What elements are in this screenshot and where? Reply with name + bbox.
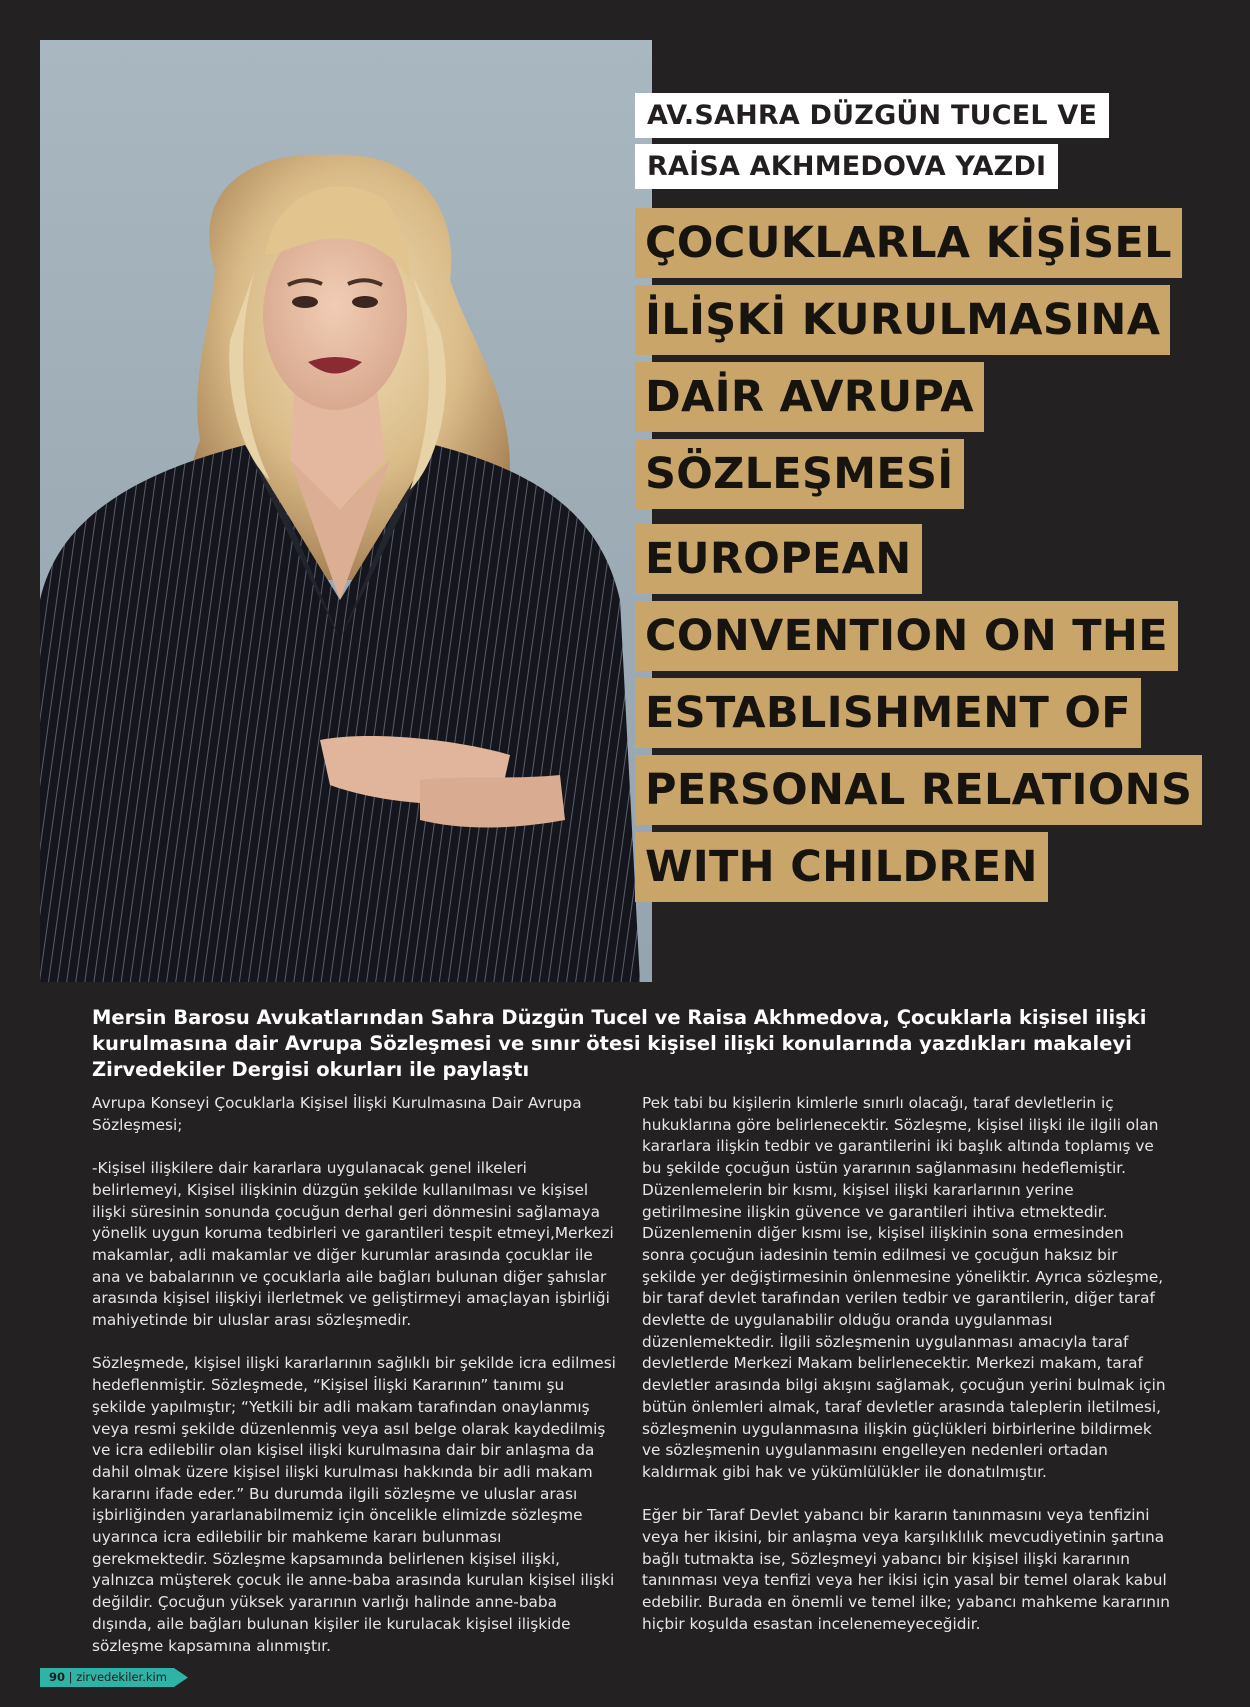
title-en-line: CONVENTION ON THE bbox=[635, 601, 1178, 671]
body-column-left bbox=[92, 1093, 620, 1679]
title-en-line: WITH CHILDREN bbox=[635, 832, 1048, 902]
body-paragraph: Pek tabi bu kişilerin kimlerle sınırlı olacağı, taraf devletlerin iç hukuklarına göre belirlenecektir. Sözleşme, kişisel ilişki ile ilgili olan kararlara ilişkin tedbir ve garantilerini iki başlık altında toplamış ve bu şekilde çocuğun üstün yararının sağlanmasını hedeflemiştir. Düzenlemelerin bir kısmı, kişisel ilişki kararlarının yerine getirilmesine ilişkin güvence ve garantileri ihtiva etmektedir. Düzenlemenin diğer kısmı ise, kişisel ilişkinin sona ermesinden sonra çocuğun iadesinin temin edilmesi ve çocuğun haksız bir şekilde yer değiştirmesinin önlenmesine yöneliktir. Ayrıca sözleşme, bir taraf devlet tarafından verilen tedbir ve garantilerin, diğer taraf devlette de uygulanabilir olduğu oranda uygulanması düzenlemektedir. İlgili sözleşmenin uygulanması amacıyla taraf devletlerde Merkezi Makam belirlenecektir. Merkezi makam, taraf devletler arasında bilgi akışını sağlamak, çocuğun yerini bulmak için bütün önlemleri almak, taraf devletler arasında taleplerin iletilmesi, sözleşmenin uygulanmasına ilişkin güçlükleri birbirlerine bildirmek ve sözleşmenin uygulanmasını engelleyen nedenleri ortadan kaldırmak gibi hak ve yükümlülükler ile donatılmıştır. bbox=[642, 1094, 1166, 1481]
title-en-line: ESTABLISHMENT OF bbox=[635, 678, 1141, 748]
footer-separator: | bbox=[68, 1670, 73, 1684]
body-paragraph: Eğer bir Taraf Devlet yabancı bir kararın tanınmasını veya tenfizini veya her ikisini, bir anlaşma veya karşılıklılık mevcudiyetinin şartına bağlı tutmakta ise, Sözleşmeyi yabancı bir kişisel ilişki kararının tanınması veya tenfizi veya her ikisi için yasal bir temel olarak kabul edebilir. Burada en önemli ve temel ilke; yabancı mahkeme kararının hiçbir koşulda esastan incelenemeyeceğidir. bbox=[642, 1506, 1170, 1633]
footer-site[interactable]: zirvedekiler.kim bbox=[76, 1670, 167, 1684]
body-paragraph: Sözleşmede, kişisel ilişki kararlarının sağlıklı bir şekilde icra edilmesi hedeflenmiştir. Sözleşmede, “Kişisel İlişki Kararının” tanımı şu şekilde yapılmıştır; “Yetkili bir adli makam tarafından onaylanmış veya resmi şekilde düzenlenmiş veya asıl belge olarak kaydedilmiş ve icra edilebilir olan kişisel ilişki kurulmasına dair bir anlaşma da dahil olmak üzere kişisel ilişki kurulması hakkında bir adli makam kararını ifade eder.” Bu durumda ilgili sözleşme ve uluslar arası işbirliğinden yararlanabilmemiz için öncelikle elimizde sözleşme uyarınca icra edilebilir bir mahkeme kararı bulunması gerekmektedir. Sözleşme kapsamında belirlenen kişisel ilişki, yalnızca müşterek çocuk ile anne-baba arasında kurulan kişisel ilişki değildir. Çocuğun yüksek yararının varlığı halinde anne-baba dışında, aile bağları bulunan kişiler ile kurulacak kişisel ilişkide sözleşme kapsamına alınmıştır. bbox=[92, 1354, 616, 1655]
lead-paragraph: Mersin Barosu Avukatlarından Sahra Düzgün Tucel ve Raisa Akhmedova, Çocuklarla kişisel ilişki kurulmasına dair Avrupa Sözleşmesi ve sınır ötesi kişisel ilişki konularında yazdıkları makaleyi Zirvedekiler Dergisi okurları ile paylaştı bbox=[92, 1006, 1147, 1081]
author-portrait-photo bbox=[40, 40, 652, 982]
body-column-right bbox=[642, 1093, 1170, 1657]
body-paragraph: Avrupa Konseyi Çocuklarla Kişisel İlişki Kurulmasına Dair Avrupa Sözleşmesi; bbox=[92, 1094, 582, 1134]
article-title bbox=[635, 208, 1202, 909]
body-paragraph: -Kişisel ilişkilere dair kararlara uygulanacak genel ilkeleri belirlemeyi, Kişisel ilişkinin düzgün şekilde kullanılması ve kişisel ilişki süresinin sonunda çocuğun derhal geri dönmesini sağlamaya yönelik uygun koruma tedbirleri ve garantileri tespit etmeyi,Merkezi makamlar, adli makamlar ve diğer kurumlar arasında çocuklar ile ana ve babalarının ve çocuklarla aile bağları bulunan diğer şahıslar arasında kişisel ilişkiyi ilerletmek ve geliştirmeyi amaçlayan işbirliği mahiyetinde bir uluslar arası sözleşmedir. bbox=[92, 1159, 614, 1330]
title-tr-line: İLİŞKİ KURULMASINA bbox=[635, 285, 1170, 355]
byline-line-1: AV.SAHRA DÜZGÜN TUCEL VE bbox=[635, 93, 1109, 138]
title-tr-line: ÇOCUKLARLA KİŞİSEL bbox=[635, 208, 1182, 278]
byline bbox=[635, 93, 1109, 195]
page-number: 90 bbox=[49, 1670, 66, 1684]
byline-line-2: RAİSA AKHMEDOVA YAZDI bbox=[635, 144, 1058, 189]
footer-text bbox=[49, 1669, 167, 1686]
title-tr-line: SÖZLEŞMESİ bbox=[635, 439, 964, 509]
title-en-line: EUROPEAN bbox=[635, 524, 922, 594]
title-en-line: PERSONAL RELATIONS bbox=[635, 755, 1202, 825]
title-tr-line: DAİR AVRUPA bbox=[635, 362, 984, 432]
